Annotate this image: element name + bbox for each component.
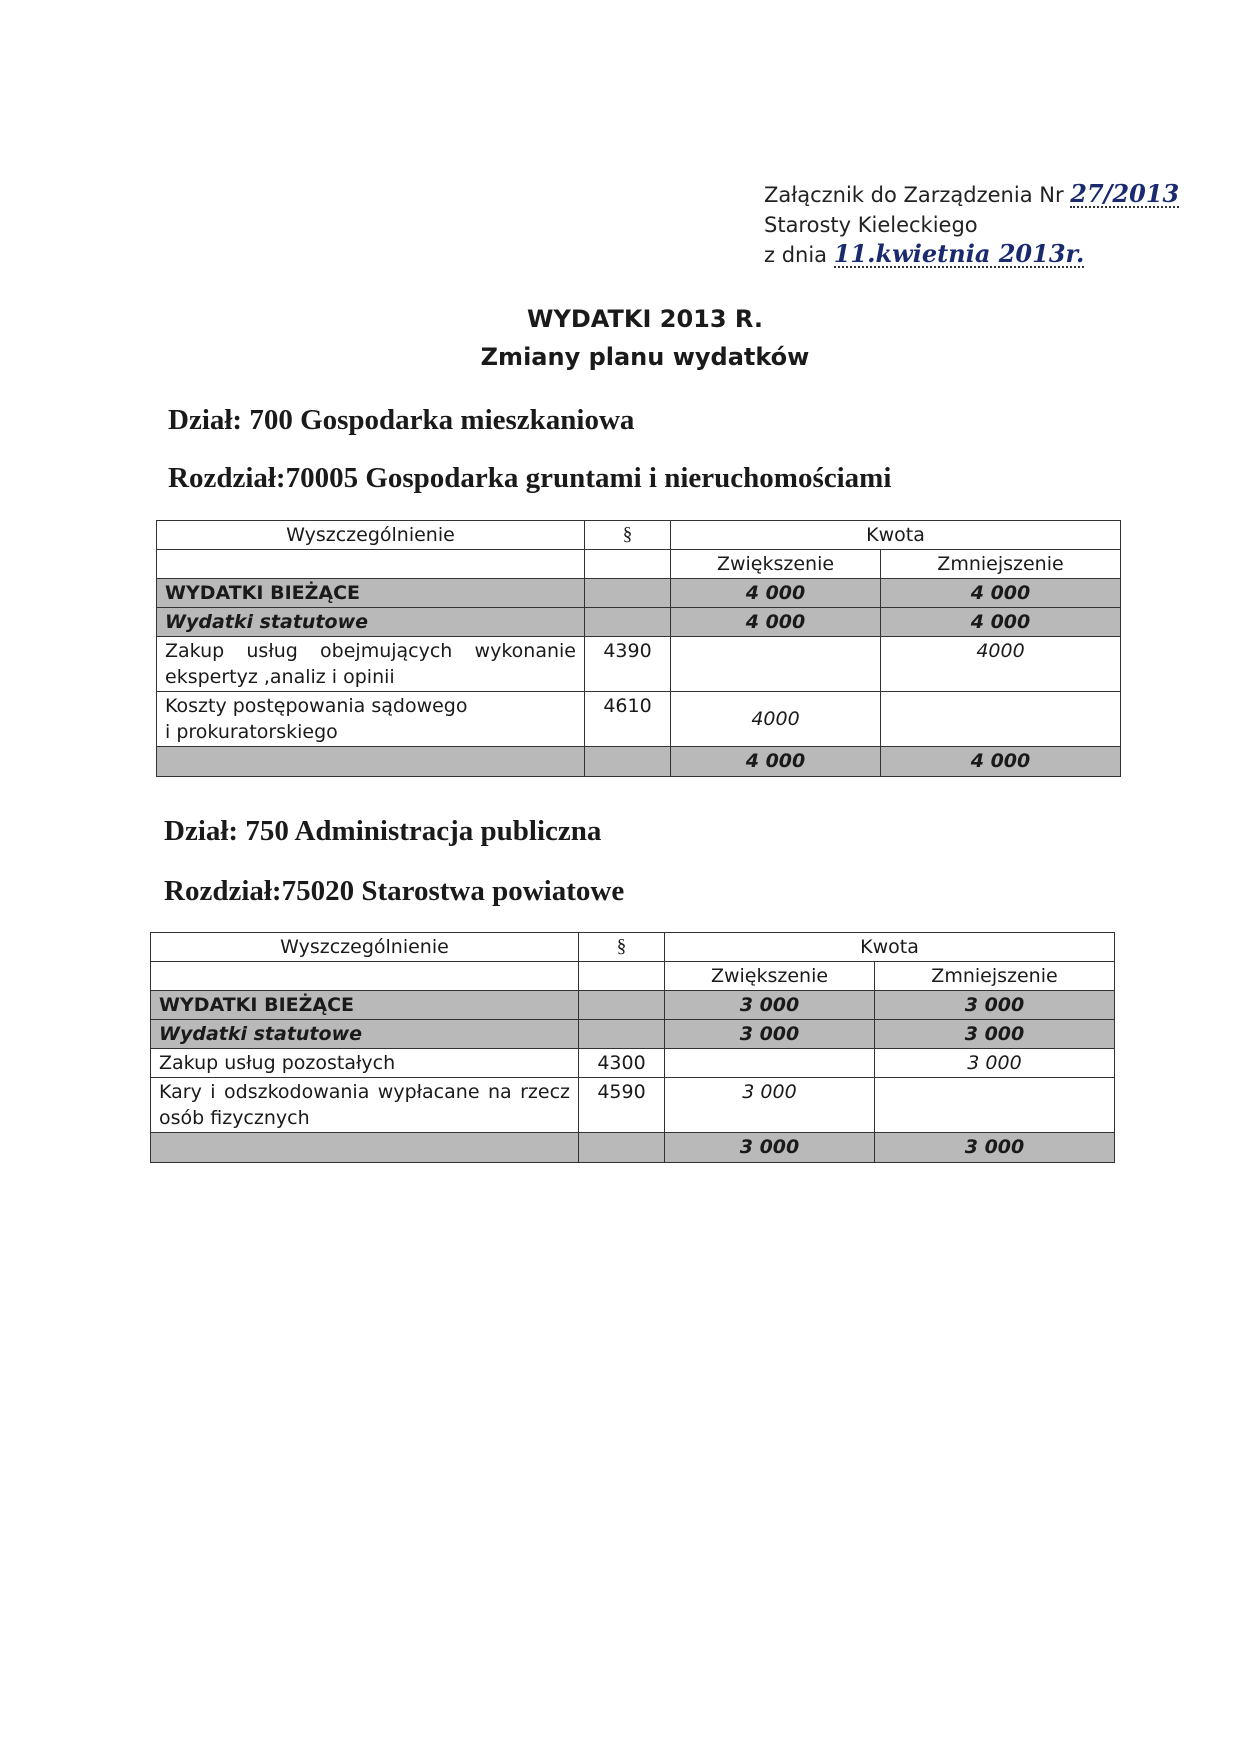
row-increase	[671, 637, 881, 692]
empty-cell	[585, 550, 671, 579]
title-line-1: WYDATKI 2013 R.	[527, 305, 763, 333]
row-paragraph	[585, 608, 671, 637]
row-decrease: 3 000	[875, 1049, 1115, 1078]
row-decrease: 4000	[881, 637, 1121, 692]
header-amount: Kwota	[671, 521, 1121, 550]
row-decrease	[875, 1078, 1115, 1133]
row-increase	[665, 1049, 875, 1078]
dzial-heading: Dział: 700 Gospodarka mieszkaniowa	[168, 404, 635, 436]
table-header-row	[157, 521, 1121, 550]
total-decrease: 3 000	[875, 1133, 1115, 1163]
row-description: Zakup usług obejmujących wykonanie ekspertyz ,analiz i opinii	[157, 637, 585, 692]
row-description: Wydatki statutowe	[151, 1020, 579, 1049]
table-row	[157, 608, 1121, 637]
table-row	[151, 1078, 1115, 1133]
table-subheader-row	[151, 962, 1115, 991]
row-increase: 4 000	[671, 608, 881, 637]
header-description: Wyszczególnienie	[157, 521, 585, 550]
table-row	[151, 991, 1115, 1020]
total-decrease: 4 000	[881, 747, 1121, 777]
handwritten-number: 27/2013	[1070, 179, 1180, 208]
date-label: z dnia	[764, 243, 828, 267]
total-increase: 4 000	[671, 747, 881, 777]
attachment-label: Załącznik do Zarządzenia Nr	[764, 183, 1064, 207]
rozdzial-heading: Rozdział:75020 Starostwa powiatowe	[164, 875, 625, 907]
row-paragraph: 4610	[585, 692, 671, 747]
row-increase: 4 000	[671, 579, 881, 608]
empty-cell	[151, 962, 579, 991]
row-description: WYDATKI BIEŻĄCE	[157, 579, 585, 608]
row-decrease	[881, 692, 1121, 747]
attachment-line-3	[764, 240, 1179, 270]
header-decrease: Zmniejszenie	[875, 962, 1115, 991]
header-decrease: Zmniejszenie	[881, 550, 1121, 579]
header-increase: Zwiększenie	[665, 962, 875, 991]
row-description: Kary i odszkodowania wypłacane na rzecz osób fizycznych	[151, 1078, 579, 1133]
table-row	[157, 579, 1121, 608]
row-paragraph: 4300	[579, 1049, 665, 1078]
attachment-line-1	[764, 180, 1179, 210]
table-total-row	[157, 747, 1121, 777]
attachment-line-2: Starosty Kieleckiego	[764, 213, 978, 237]
total-description	[157, 747, 585, 777]
header-description: Wyszczególnienie	[151, 933, 579, 962]
header-amount: Kwota	[665, 933, 1115, 962]
row-paragraph: 4390	[585, 637, 671, 692]
row-decrease: 3 000	[875, 1020, 1115, 1049]
dzial-heading: Dział: 750 Administracja publiczna	[164, 815, 602, 847]
title-line-2: Zmiany planu wydatków	[480, 343, 810, 371]
table-row	[157, 692, 1121, 747]
document-title	[0, 300, 1240, 376]
row-description: Zakup usług pozostałych	[151, 1049, 579, 1078]
row-paragraph	[585, 579, 671, 608]
row-decrease: 4 000	[881, 608, 1121, 637]
empty-cell	[157, 550, 585, 579]
row-description: Wydatki statutowe	[157, 608, 585, 637]
table-total-row	[151, 1133, 1115, 1163]
row-description: WYDATKI BIEŻĄCE	[151, 991, 579, 1020]
table-row	[151, 1049, 1115, 1078]
table-row	[157, 637, 1121, 692]
attachment-note	[764, 180, 1179, 270]
table-subheader-row	[157, 550, 1121, 579]
row-increase: 3 000	[665, 991, 875, 1020]
total-paragraph	[585, 747, 671, 777]
row-paragraph	[579, 991, 665, 1020]
rozdzial-heading: Rozdział:70005 Gospodarka gruntami i nieruchomościami	[168, 462, 892, 494]
row-paragraph	[579, 1020, 665, 1049]
total-description	[151, 1133, 579, 1163]
table-row	[151, 1020, 1115, 1049]
row-increase: 3 000	[665, 1020, 875, 1049]
row-decrease: 3 000	[875, 991, 1115, 1020]
expenses-table	[156, 520, 1121, 777]
empty-cell	[579, 962, 665, 991]
expenses-table	[150, 932, 1115, 1163]
header-paragraph: §	[579, 933, 665, 962]
header-paragraph: §	[585, 521, 671, 550]
total-paragraph	[579, 1133, 665, 1163]
handwritten-date: 11.kwietnia 2013r.	[833, 239, 1085, 268]
row-paragraph: 4590	[579, 1078, 665, 1133]
row-increase: 4000	[671, 692, 881, 747]
header-increase: Zwiększenie	[671, 550, 881, 579]
row-increase: 3 000	[665, 1078, 875, 1133]
row-decrease: 4 000	[881, 579, 1121, 608]
row-description: Koszty postępowania sądowego i prokuratorskiego	[157, 692, 585, 747]
table-header-row	[151, 933, 1115, 962]
total-increase: 3 000	[665, 1133, 875, 1163]
